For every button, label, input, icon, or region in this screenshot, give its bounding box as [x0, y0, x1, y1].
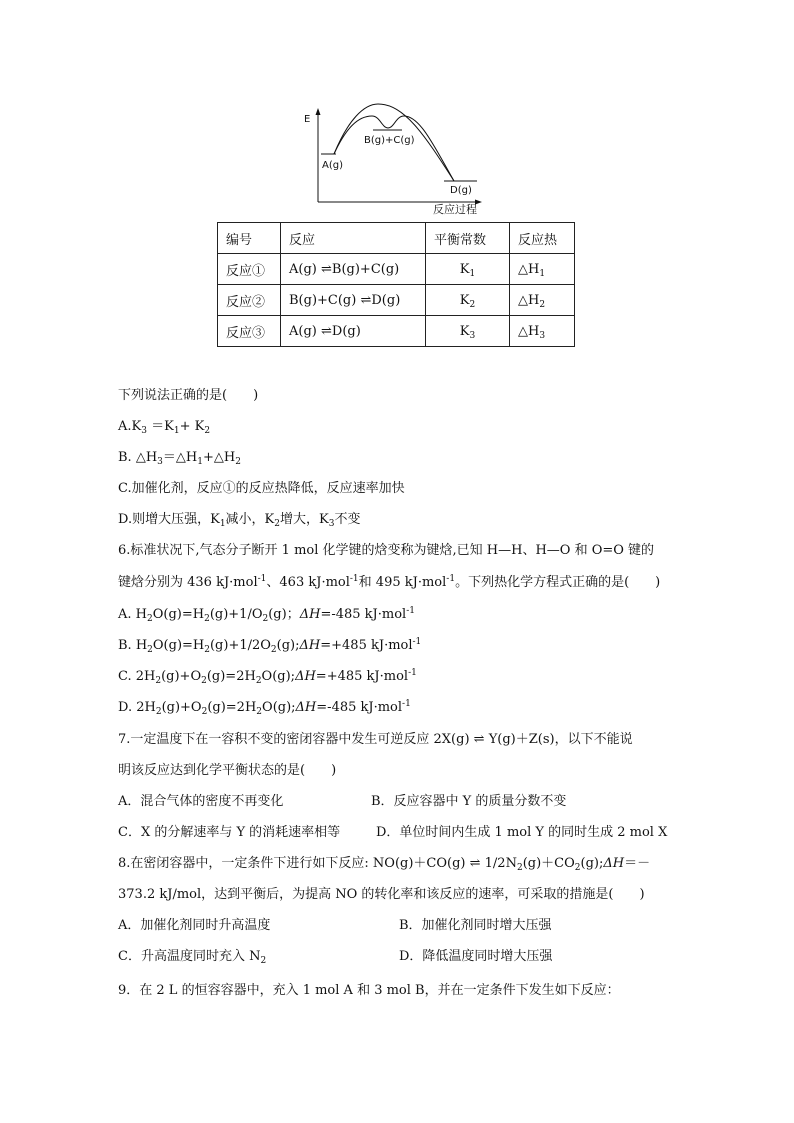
row-id: 反应① [218, 254, 281, 285]
q6-option-c: C. $2H_2(g)+O_2(g)=2H_2O(g);\Delta H=+485$ kJ·mol$^{-1}$ [118, 668, 417, 686]
q5-option-c: C.加催化剂，反应①的反应热降低，反应速率加快 [118, 481, 405, 496]
table-row [218, 285, 575, 316]
label-bc: B(g)+C(g) [364, 135, 415, 146]
row-k: $K_3$ [426, 316, 510, 347]
equilibrium-arrow-icon: ⇌ [321, 323, 332, 339]
q7-option-c: C．X 的分解速率与 Y 的消耗速率相等 [118, 825, 341, 840]
table-row [218, 316, 575, 347]
q6-option-d: D. $2H_2(g)+O_2(g)=2H_2O(g);\Delta H=-485$ kJ·mol$^{-1}$ [118, 699, 411, 717]
q5-option-d: D.则增大压强，$K_1$减小，$K_2$增大，$K_3$不变 [118, 512, 361, 529]
header-dh: 反应热 [510, 223, 575, 254]
q7-option-d: D．单位时间内生成 1 mol Y 的同时生成 2 mol X [376, 825, 668, 840]
curve-two-step [334, 116, 454, 181]
reaction-table [217, 222, 575, 347]
row-id: 反应③ [218, 316, 281, 347]
row-reaction: B(g)+C(g) ⇌D(g) [281, 285, 426, 316]
q8-option-b: B．加催化剂同时增大压强 [399, 918, 552, 933]
row-dh: $\triangle H_3$ [510, 316, 575, 347]
label-a: A(g) [322, 160, 343, 171]
header-reaction: 反应 [281, 223, 426, 254]
row-dh: $\triangle H_1$ [510, 254, 575, 285]
energy-profile-diagram [296, 100, 492, 218]
equilibrium-arrow-icon: ⇌ [469, 732, 489, 747]
q5-stem: 下列说法正确的是( ) [118, 388, 259, 403]
x-axis-label: 反应过程 [433, 203, 477, 216]
q6-option-b: B. $H_2O(g)=H_2(g)+1/2O_2(g);\Delta H=+485$ kJ·mol$^{-1}$ [118, 637, 422, 655]
q6-option-a: A. $H_2O(g)=H_2(g)+1/O_2(g)$；ΔH=-485 kJ·mol$^{-1}$ [118, 606, 415, 624]
q8-options-ab [118, 917, 552, 935]
equilibrium-arrow-icon: ⇌ [360, 292, 372, 308]
q7-options-cd [118, 824, 668, 842]
label-d: D(g) [450, 185, 472, 196]
q7-option-a: A．混合气体的密度不再变化 [118, 794, 284, 809]
q5-option-b: B. $\triangle H_3=\triangle H_1+\triangle H_2$ [118, 450, 241, 467]
row-dh: $\triangle H_2$ [510, 285, 575, 316]
equilibrium-arrow-icon: ⇌ [465, 856, 485, 871]
header-k: 平衡常数 [426, 223, 510, 254]
row-k: $K_2$ [426, 285, 510, 316]
table-row [218, 254, 575, 285]
header-id: 编号 [218, 223, 281, 254]
q5-option-a: $A.K_3 =K_1+ K_2$ [118, 419, 211, 436]
row-id: 反应② [218, 285, 281, 316]
q9-line1: 9．在 2 L 的恒容容器中，充入 1 mol A 和 3 mol B，并在一定条件下发生如下反应： [118, 983, 620, 998]
q6-line1: 6.标准状况下,气态分子断开 1 mol 化学键的焓变称为键焓,已知 H—H、H—O 和 O=O 键的 [118, 543, 655, 558]
q7-line1: 7.一定温度下在一容积不变的密闭容器中发生可逆反应 2X(g) ⇌ Y(g)＋Z(s)，以下不能说 [118, 732, 633, 747]
q7-line2: 明该反应达到化学平衡状态的是( ) [118, 763, 337, 778]
table-header-row [218, 223, 575, 254]
row-reaction: A(g) ⇌D(g) [281, 316, 426, 347]
q8-line1: 8.在密闭容器中，一定条件下进行如下反应: NO(g)＋CO(g) ⇌ $1/2N_2(g)+CO_2(g);\Delta H=-$ [118, 856, 651, 873]
q8-option-d: D．降低温度同时增大压强 [399, 949, 553, 964]
q8-line2: 373.2 kJ/mol，达到平衡后，为提高 NO 的转化率和该反应的速率，可采取的措施是( ) [118, 887, 645, 902]
y-axis-label: E [304, 114, 311, 125]
q7-options-ab [118, 793, 567, 811]
q8-options-cd [118, 948, 553, 966]
equilibrium-arrow-icon: ⇌ [321, 261, 332, 277]
row-k: $K_1$ [426, 254, 510, 285]
q7-option-b: B．反应容器中 Y 的质量分数不变 [371, 794, 567, 809]
q8-option-c: C．升高温度同时充入 $N_2$ [118, 949, 267, 966]
q6-line2: 键焓分别为 436 kJ·mol$^{-1}$、463 kJ·mol$^{-1}$和 495 kJ·mol$^{-1}$。下列热化学方程式正确的是( ) [118, 574, 661, 590]
row-reaction: A(g) ⇌B(g)+C(g) [281, 254, 426, 285]
q8-option-a: A．加催化剂同时升高温度 [118, 918, 271, 933]
